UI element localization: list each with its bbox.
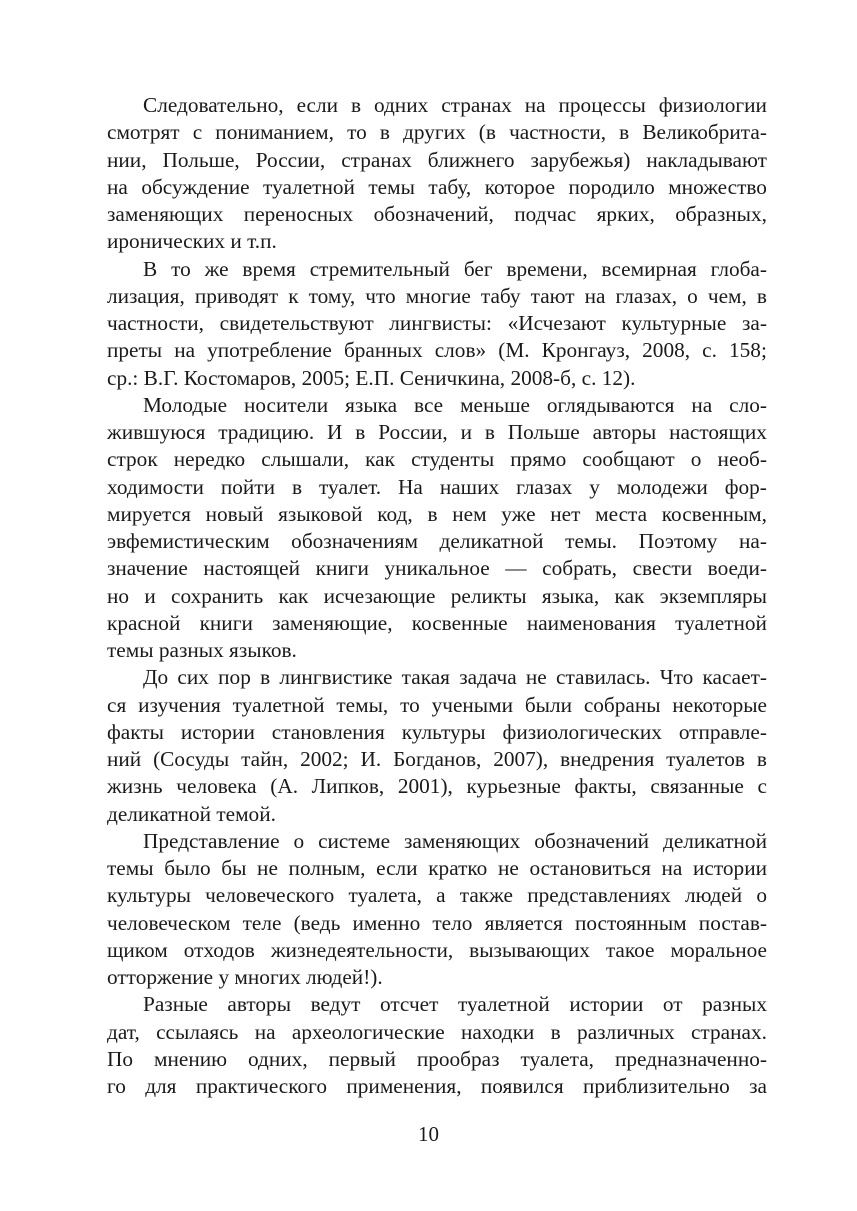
- text-line: темы разных языков.: [107, 638, 297, 662]
- text-line: человеческом теле (ведь именно тело является постоянным постав-: [107, 910, 767, 935]
- text-line: дат, ссылаясь на археологические находки в различных странах.: [107, 1019, 767, 1044]
- text-line: Представление о системе заменяющих обозначений деликатной: [143, 828, 767, 853]
- paragraph: [107, 664, 767, 828]
- text-line: красной книги заменяющие, косвенные наименования туалетной: [107, 610, 767, 635]
- text-line: деликатной темой.: [107, 801, 276, 826]
- text-line: лизация, приводят к тому, что многие табу тают на глазах, о чем, в: [107, 283, 767, 308]
- text-line: частности, свидетельствуют лингвисты: «Исчезают культурные за-: [107, 311, 767, 335]
- text-line: ходимости пойти в туалет. На наших глазах у молодежи фор-: [107, 474, 767, 499]
- text-line: эвфемистическим обозначениям деликатной темы. Поэтому на-: [107, 529, 767, 553]
- paragraph: [107, 828, 767, 992]
- text-line: факты истории становления культуры физиологических отправле-: [107, 719, 767, 744]
- text-line: Следовательно, если в одних странах на процессы физиологии: [143, 93, 767, 117]
- text-line: нии, Польше, России, странах ближнего зарубежья) накладывают: [107, 147, 767, 172]
- text-line: мируется новый языковой код, в нем уже нет места косвенным,: [107, 501, 767, 526]
- text-line: иронических и т.п.: [107, 229, 277, 254]
- text-line: По мнению одних, первый прообраз туалета, предназначенно-: [107, 1046, 767, 1071]
- text-line: ний (Сосуды тайн, 2002; И. Богданов, 2007), внедрения туалетов в: [107, 747, 767, 771]
- paragraph: [107, 991, 767, 1100]
- text-line: смотрят с пониманием, то в других (в частности, в Великобрита-: [107, 120, 767, 145]
- paragraph: [107, 392, 767, 665]
- page-number: 10: [418, 1122, 439, 1146]
- text-line: культуры человеческого туалета, а также представлениях людей о: [107, 883, 767, 908]
- paragraph: [107, 256, 767, 392]
- text-line: Разные авторы ведут отсчет туалетной истории от разных: [143, 992, 767, 1017]
- text-line: ср.: В.Г. Костомаров, 2005; Е.П. Сеничкина, 2008-б, с. 12).: [107, 365, 636, 390]
- text-line: но и сохранить как исчезающие реликты языка, как экземпляры: [107, 583, 767, 608]
- text-line: В то же время стремительный бег времени, всемирная глоба-: [143, 256, 767, 281]
- text-line: Молодые носители языка все меньше оглядываются на сло-: [143, 392, 767, 417]
- text-line: жизнь человека (А. Липков, 2001), курьезные факты, связанные с: [107, 774, 767, 799]
- paragraph: [107, 92, 767, 256]
- text-line: темы было бы не полным, если кратко не остановиться на истории: [107, 856, 767, 880]
- text-line: заменяющих переносных обозначений, подчас ярких, образных,: [107, 202, 767, 226]
- text-line: значение настоящей книги уникальное — собрать, свести воеди-: [107, 556, 767, 581]
- body-text: [107, 92, 767, 1100]
- text-line: строк нередко слышали, как студенты прямо сообщают о необ-: [107, 447, 767, 472]
- text-line: ся изучения туалетной темы, то учеными были собраны некоторые: [107, 692, 767, 717]
- text-line: на обсуждение туалетной темы табу, которое породило множество: [107, 174, 767, 199]
- text-line: отторжение у многих людей!).: [107, 965, 383, 989]
- text-line: преты на употребление бранных слов» (М. Кронгауз, 2008, с. 158;: [107, 338, 767, 363]
- text-line: жившуюся традицию. И в России, и в Польше авторы настоящих: [107, 420, 767, 444]
- text-line: До сих пор в лингвистике такая задача не ставилась. Что касает-: [143, 665, 767, 690]
- text-line: го для практического применения, появился приблизительно за: [107, 1074, 767, 1098]
- text-line: щиком отходов жизнедеятельности, вызывающих такое моральное: [107, 937, 767, 962]
